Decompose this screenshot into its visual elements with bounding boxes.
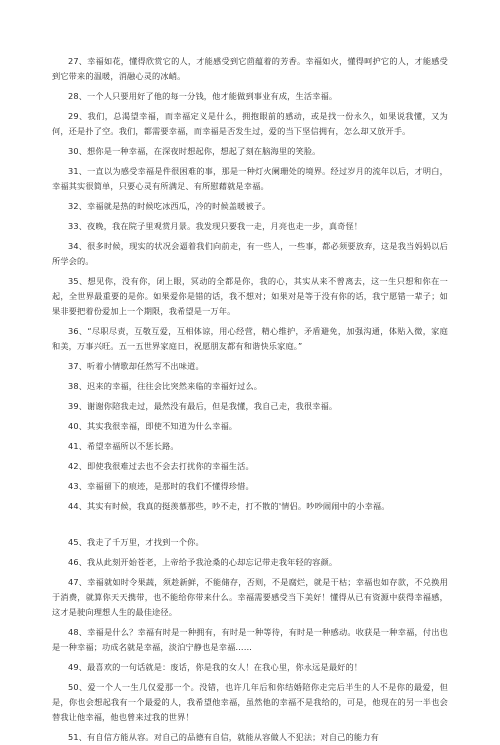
paragraph-35: 35、想见你，没有你，闭上眼，冥动的全都是你，我的心，其实从来不曾离去，这一生只想和你在一起，全世界最重要的是你。如果爱你是错的话，我不想对；如果对是等于没有你的话，我宁愿错一辈子；如果非要把着份爱加上一个期限，我希望是一万年。 xyxy=(52,276,448,316)
paragraph-41: 41、希望幸福所以不惩长路。 xyxy=(68,441,179,451)
paragraph-46: 46、我从此刻开始苍老，上帝给予我沧桑的心却忘记带走我年轻的容颜。 xyxy=(68,557,338,567)
paragraph-45: 45、我走了千万里，才找到一个你。 xyxy=(68,537,204,547)
paragraph-38: 38、迟来的幸福，往往会比突然来临的幸福好过么。 xyxy=(68,381,263,391)
paragraph-42: 42、即使我很难过去也不会去打扰你的幸福生活。 xyxy=(68,461,254,471)
paragraph-31: 31、一直以为感受幸福是件很困难的事，那是一种灯火阑珊处的境界。经过岁月的流年以后，才明白，幸福其实很简单，只要心灵有所满足、有所慰藉就是幸福。 xyxy=(52,166,448,191)
paragraph-50: 50、爱一个人一生几仅爱那一个。没错，也许几年后和你结婚陪你走完后半生的人不是你的最爱，但是，你也会想起我有一个最爱的人，我希望他幸福，虽然他的幸福不是我给的，可是，他现在的另一半也会替我让他幸福，他也曾来过我的世界！ xyxy=(52,682,448,722)
paragraph-27: 27、幸福如花，懂得欣赏它的人，才能感受到它茴蕴着的芳香。幸福如火，懂得呵护它的人，才能感受到它带来的温暖，消融心灵的冰峭。 xyxy=(52,56,448,81)
paragraph-43: 43、幸福留下的痕迹，是那时的我们不懂得珍惜。 xyxy=(68,481,254,491)
paragraph-28: 28、一个人只要用好了他的每一分钱，他才能做到事业有成，生活幸福。 xyxy=(68,91,338,101)
paragraph-33: 33、夜晚，我在院子里观赏月景。我发现只要我一走，月亮也走一步，真奇怪！ xyxy=(68,221,363,231)
paragraph-29: 29、我们，总渴望幸福，而幸福定义是什么，拥抱眼前的感动，或是找一份永久，如果说我懂，又为何，还是扑了空。我们，都需要幸福，而幸福是否发生过，爱的当下坚信拥有，怎么却又放开手。 xyxy=(52,111,448,136)
paragraph-51: 51、有自信方能从容。对自己的品德有自信，就能从容做人不犯法；对自己的能力有 xyxy=(68,732,379,742)
paragraph-30: 30、想你是一种幸福，在深夜时想起你，想起了刻在脑海里的笑脸。 xyxy=(68,146,321,156)
paragraph-47: 47、幸福就如时令果蔬，须趁新鲜，不能储存，否则，不是腐烂，就是干枯；幸福也如存款，不兑换用于消费，就算你天天携带，也不能给你带来什么。幸福需要感受当下美好！懂得从已有资源中获得幸福感，这才是驶向理想人生的最佳途径。 xyxy=(52,577,448,617)
paragraph-40: 40、其实我很幸福，即使不知道为什么幸福。 xyxy=(68,421,238,431)
paragraph-44: 44、其实有时候，我真的挺羡慕那些，吵不走，打不散的'情侣。吵吵闹闹中的小幸福。 xyxy=(68,501,390,511)
paragraph-36: 36、“尽职尽责，互敬互爱，互相体谅，用心经营，精心维护，矛盾避免，加强沟通，体贴入微，家庭和美，万事兴旺。五一五世界家庭日，祝愿朋友都有和谐快乐家庭。” xyxy=(52,326,448,351)
paragraph-39: 39、谢谢你陪我走过，最然没有最后，但是我懂，我自己走，我很幸福。 xyxy=(68,401,338,411)
paragraph-48: 48、幸福是什么？幸福有时是一种拥有，有时是一种等待，有时是一种感动。收获是一种幸福，付出也是一种幸福；功成名就是幸福，淡泊宁静也是幸福…… xyxy=(52,627,448,652)
paragraph-32: 32、幸福就是热的时候吃冰西瓜，冷的时候盖暖被子。 xyxy=(68,201,271,211)
paragraph-37: 37、听着小情歌却任然写不出味道。 xyxy=(68,361,204,371)
paragraph-49: 49、最喜欢的一句话就是：废话，你是我的女人！在我心里，你永远是最好的！ xyxy=(68,662,363,672)
paragraph-group-1 xyxy=(52,54,448,514)
section-gap xyxy=(52,519,448,535)
paragraph-34: 34、很多时候，现实的状况会逼着我们向前走，有一些人，一些事，都必须要放弃，这是我当妈妈以后所学会的。 xyxy=(52,241,448,266)
paragraph-group-2 xyxy=(52,535,448,745)
